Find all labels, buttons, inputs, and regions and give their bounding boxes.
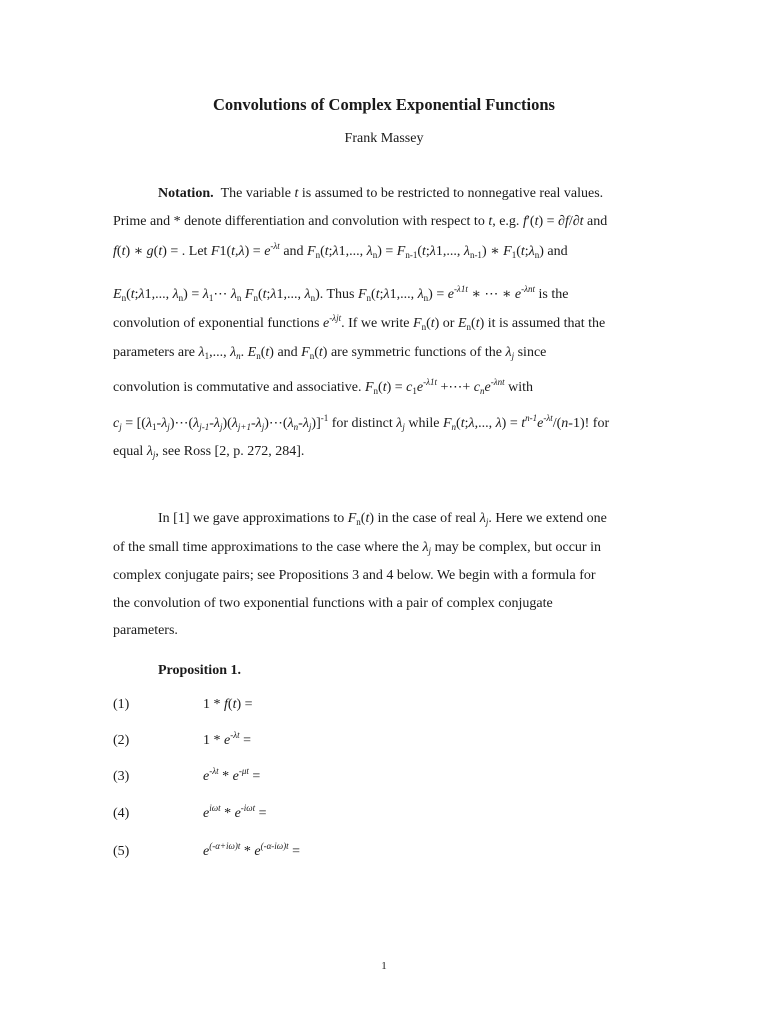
equation-number: (4) <box>113 806 130 821</box>
equation-row <box>113 730 658 753</box>
text-line: $c_j$ = $[(\lambda_1-\lambda_j)\cdots(\lambda_{j-1}-\lambda_j)(\lambda_{j+1}-\lambda_j)\cdots(\lambda_n-\lambda_j)]^{-1}$ for distinct $\lambda_j$ while $F_n(t;\lambda$,..., $\lambda) = t^{n-1}e^{-\lambda t}/(n-1)$! for <box>113 413 610 432</box>
text-line: convolution of exponential functions $e^{-\lambda jt}$. If we write $F_n(t)$ or $E_n(t)$ it is assumed that the <box>113 313 606 332</box>
notation-heading: Notation. <box>158 186 214 201</box>
text-line: of the small time approximations to the case where the $\lambda_j$ may be complex, but occur in <box>113 540 601 556</box>
equation-expression: 1 * f(t) = <box>203 697 253 712</box>
equation-row <box>113 841 658 864</box>
text-line: the convolution of two exponential functions with a pair of complex conjugate <box>113 596 553 611</box>
equation-row <box>113 803 658 826</box>
proposition-heading: Proposition 1. <box>158 663 241 678</box>
equation-number: (5) <box>113 844 130 859</box>
equation-row <box>113 697 658 717</box>
text-line: parameters. <box>113 623 178 638</box>
equation-number: (1) <box>113 697 130 712</box>
equation-expression: $1 * e^{-\lambda t}$ = <box>203 730 252 748</box>
text-line: f(t) ∗ g(t) = . Let $F1(t,\lambda) = e^{-\lambda t}$ and $F_n(t;\lambda 1$,..., $\lambda_n$) = $F_{n-1}(t;\lambda 1$,..., $\lambda_{n-1}$) ∗ $F_1(t;\lambda_n)$ and <box>113 241 568 260</box>
text-line: Notation. The variable t is assumed to be restricted to nonnegative real values. <box>158 186 604 201</box>
equation-expression: $e^{-\lambda t} * e^{-\mu t}$ = <box>203 766 261 784</box>
text-line: $E_n(t;\lambda 1$,..., $\lambda_n$) = $\lambda_1\cdots$ $\lambda_n$ $F_n(t;\lambda 1$,..., $\lambda_n$). Thus $F_n(t;\lambda 1$,..., $\lambda_n) = e^{-\lambda 1t}$ ∗ ⋯ ∗ $e^{-\lambda nt}$ is the <box>113 284 569 303</box>
text-line: convolution is commutative and associative. $F_n(t) = c_1e^{-\lambda 1t}$ +⋯+ $c_ne^{-\lambda nt}$ with <box>113 377 534 396</box>
text-line: Prime and * denote differentiation and convolution with respect to t, e.g. f′(t) = ∂f/∂t and <box>113 214 608 229</box>
equation-number: (3) <box>113 769 130 784</box>
paper-title: Convolutions of Complex Exponential Functions <box>213 95 555 114</box>
text-line: complex conjugate pairs; see Propositions 3 and 4 below. We begin with a formula for <box>113 568 596 583</box>
equation-expression: $e^{i\omega t} * e^{-i\omega t}$ = <box>203 803 267 821</box>
text-line: In [1] we gave approximations to $F_n(t)$ in the case of real $\lambda_j$. Here we extend one <box>158 511 607 527</box>
page-number: 1 <box>381 960 387 972</box>
text-line: parameters are $\lambda_1$,..., $\lambda_n$. $E_n(t)$ and $F_n(t)$ are symmetric functions of the $\lambda_j$ since <box>113 345 547 361</box>
author-name: Frank Massey <box>344 131 424 146</box>
equation-number: (2) <box>113 733 130 748</box>
text-line: equal $\lambda_j$, see Ross [2, p. 272, 284]. <box>113 444 305 460</box>
equation-expression: $e^{(-\alpha+i\omega)t} * e^{(-\alpha-i\omega)t}$ = <box>203 841 301 859</box>
equation-row <box>113 766 658 789</box>
